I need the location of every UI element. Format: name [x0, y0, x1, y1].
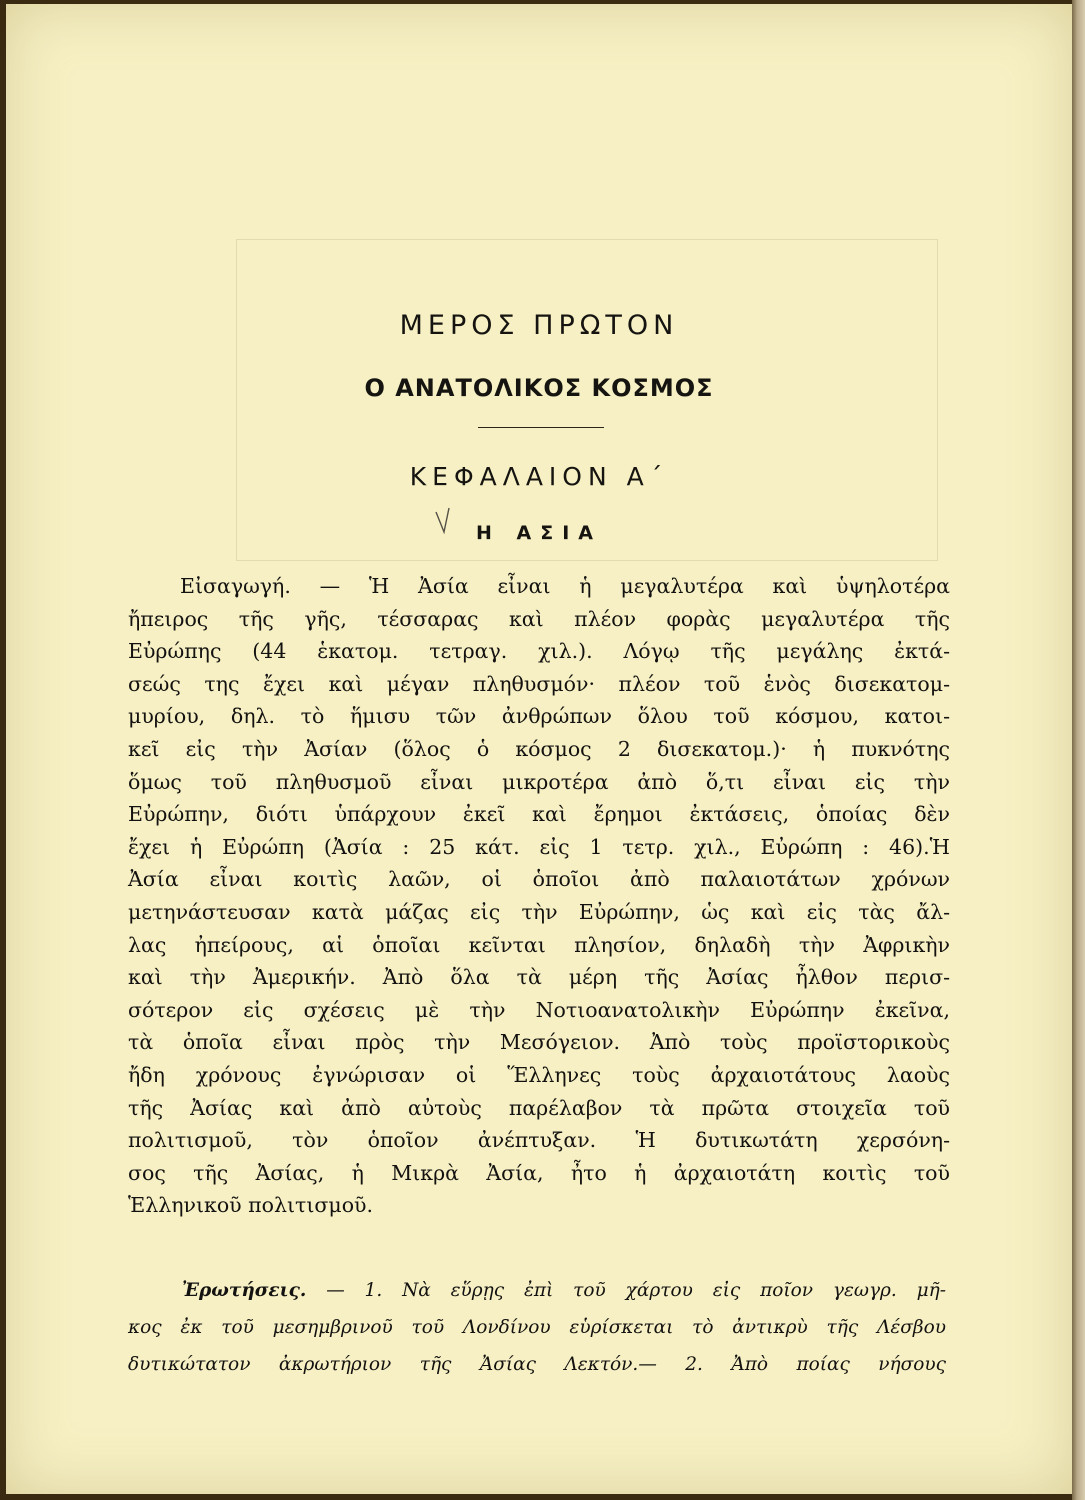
title-divider — [478, 427, 604, 428]
subsection-title: Η ΑΣΙΑ — [476, 522, 602, 544]
paragraph-line: ἔχει ἡ Εὐρώπη (Ἀσία : 25 κάτ. εἰς 1 τετρ. χιλ., Εὐρώπη : 46).Ἡ — [128, 834, 950, 859]
questions-label: Ἐρωτήσεις. — [182, 1280, 307, 1301]
paragraph-line: μυρίου, δηλ. τὸ ἥμισυ τῶν ἀνθρώπων ὅλου τοῦ κόσμου, κατοι- — [128, 704, 950, 729]
paragraph-line: ὅμως τοῦ πληθυσμοῦ εἶναι μικροτέρα ἀπὸ ὅ,τι εἶναι εἰς τὴν — [128, 769, 950, 794]
paragraph-line: λας ἠπείρους, αἱ ὁποῖαι κεῖνται πλησίον, δηλαδὴ τὴν Ἀφρικὴν — [128, 932, 950, 957]
paragraph-line: Εὐρώπης (44 ἑκατομ. τετραγ. χιλ.). Λόγῳ τῆς μεγάλης ἐκτά- — [128, 639, 950, 664]
paragraph-line: Εὐρώπην, διότι ὑπάρχουν ἐκεῖ καὶ ἔρημοι ἐκτάσεις, ὁποίας δὲν — [128, 802, 950, 827]
chapter-title: ΚΕΦΑΛΑΙΟΝ Α΄ — [409, 462, 669, 491]
paragraph-line: Εἰσαγωγή. — Ἡ Ἀσία εἶναι ἡ μεγαλυτέρα καὶ ὑψηλοτέρα — [180, 574, 950, 598]
paragraph-line: σεώς της ἔχει καὶ μέγαν πληθυσμόν· πλέον τοῦ ἑνὸς δισεκατομ- — [128, 671, 950, 696]
section-title: Ο ΑΝΑΤΟΛΙΚΟΣ ΚΟΣΜΟΣ — [364, 374, 714, 402]
paragraph-line: καὶ τὴν Ἀμερικήν. Ἀπὸ ὅλα τὰ μέρη τῆς Ἀσίας ἦλθον περισ- — [128, 965, 950, 990]
paragraph-line: τῆς Ἀσίας καὶ ἀπὸ αὐτοὺς παρέλαβον τὰ πρῶτα στοιχεῖα τοῦ — [128, 1095, 950, 1120]
intro-paragraph — [128, 570, 950, 1222]
paragraph-line: σος τῆς Ἀσίας, ἡ Μικρὰ Ἀσία, ἦτο ἡ ἀρχαιοτάτη κοιτὶς τοῦ — [128, 1160, 950, 1185]
paragraph-line: τὰ ὁποῖα εἶναι πρὸς τὴν Μεσόγειον. Ἀπὸ τοὺς προϊστορικοὺς — [128, 1030, 950, 1055]
paragraph-line: μετηνάστευσαν κατὰ μάζας εἰς τὴν Εὐρώπην, ὡς καὶ εἰς τὰς ἄλ- — [128, 899, 950, 924]
paragraph-line: πολιτισμοῦ, τὸν ὁποῖον ἀνέπτυξαν. Ἡ δυτικωτάτη χερσόνη- — [128, 1128, 950, 1153]
part-title: ΜΕΡΟΣ ΠΡΩΤΟΝ — [399, 310, 679, 341]
paragraph-line: κεῖ εἰς τὴν Ἀσίαν (ὅλος ὁ κόσμος 2 δισεκατομ.)· ἡ πυκνότης — [128, 736, 950, 761]
paragraph-line: Ἑλληνικοῦ πολιτισμοῦ. — [128, 1193, 374, 1218]
questions-line: κος ἐκ τοῦ μεσημβρινοῦ τοῦ Λονδίνου εὑρίσκεται τὸ ἀντικρὺ τῆς Λέσβου — [128, 1317, 946, 1338]
paragraph-line: Ἀσία εἶναι κοιτὶς λαῶν, οἱ ὁποῖοι ἀπὸ παλαιοτάτων χρόνων — [128, 867, 950, 892]
questions-line: δυτικώτατον ἀκρωτήριον τῆς Ἀσίας Λεκτόν.— 2. Ἀπὸ ποίας νήσους — [128, 1354, 946, 1375]
questions-line: Ἐρωτήσεις. — 1. Νὰ εὕρῃς ἐπὶ τοῦ χάρτου εἰς ποῖον γεωγρ. μῆ- — [182, 1280, 946, 1301]
page-edge — [1072, 0, 1085, 1500]
paragraph-line: σότερον εἰς σχέσεις μὲ τὴν Νοτιοανατολικὴν Εὐρώπην ἐκεῖνα, — [128, 997, 950, 1022]
questions-paragraph — [128, 1272, 946, 1383]
paragraph-line: ἤδη χρόνους ἐγνώρισαν οἱ Ἕλληνες τοὺς ἀρχαιοτάτους λαοὺς — [128, 1062, 950, 1087]
intro-label: Εἰσαγωγή. — [180, 574, 291, 598]
book-page — [6, 4, 1072, 1494]
paragraph-line: ἤπειρος τῆς γῆς, τέσσαρας καὶ πλέον φορὰς μεγαλυτέρα τῆς — [128, 606, 950, 631]
